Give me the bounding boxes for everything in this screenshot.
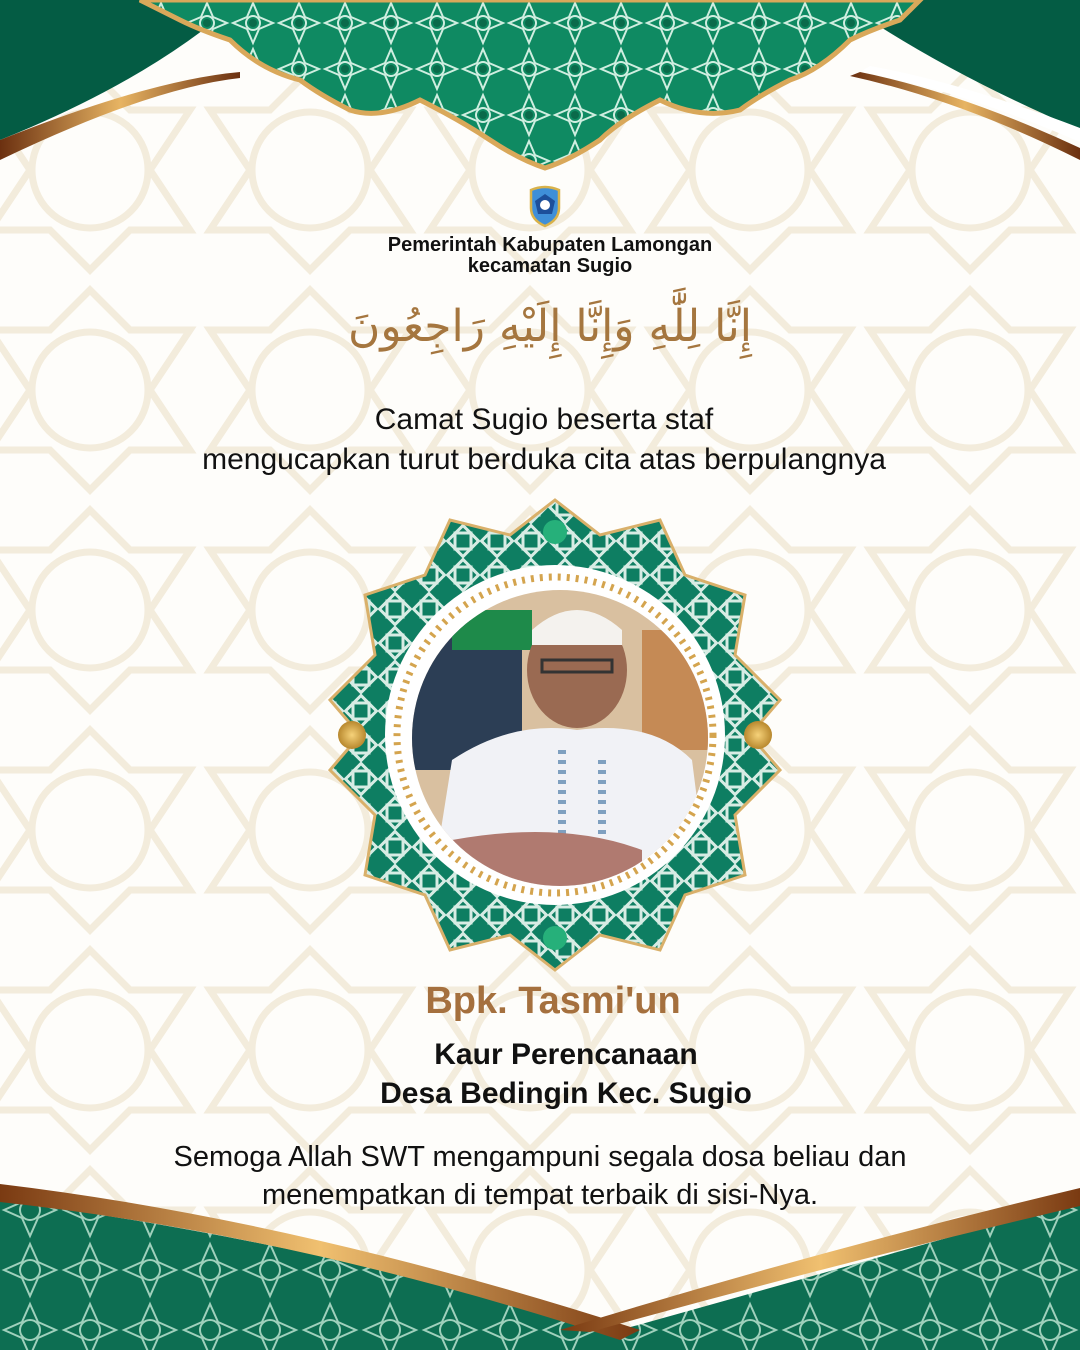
portrait-photo	[412, 590, 708, 886]
prayer-line-2: menempatkan di tempat terbaik di sisi-Nya.	[261, 1179, 819, 1211]
intro-line-1: Camat Sugio beserta staf	[374, 403, 714, 436]
deceased-position: Kaur Perencanaan	[434, 1038, 698, 1071]
intro-line-2: mengucapkan turut berduka cita atas berpulangnya	[202, 443, 886, 476]
org-subdistrict: kecamatan Sugio	[467, 255, 633, 277]
lamongan-emblem-icon	[527, 184, 563, 228]
prayer-line-1: Semoga Allah SWT mengampuni segala dosa beliau dan	[173, 1141, 907, 1173]
arabic-verse: إِنَّا لِلَّٰهِ وَإِنَّا إِلَيْهِ رَاجِعُونَ	[348, 301, 752, 352]
org-name: Pemerintah Kabupaten Lamongan	[387, 234, 713, 256]
deceased-village: Desa Bedingin Kec. Sugio	[380, 1077, 752, 1110]
deceased-name: Bpk. Tasmi'un	[425, 980, 681, 1022]
